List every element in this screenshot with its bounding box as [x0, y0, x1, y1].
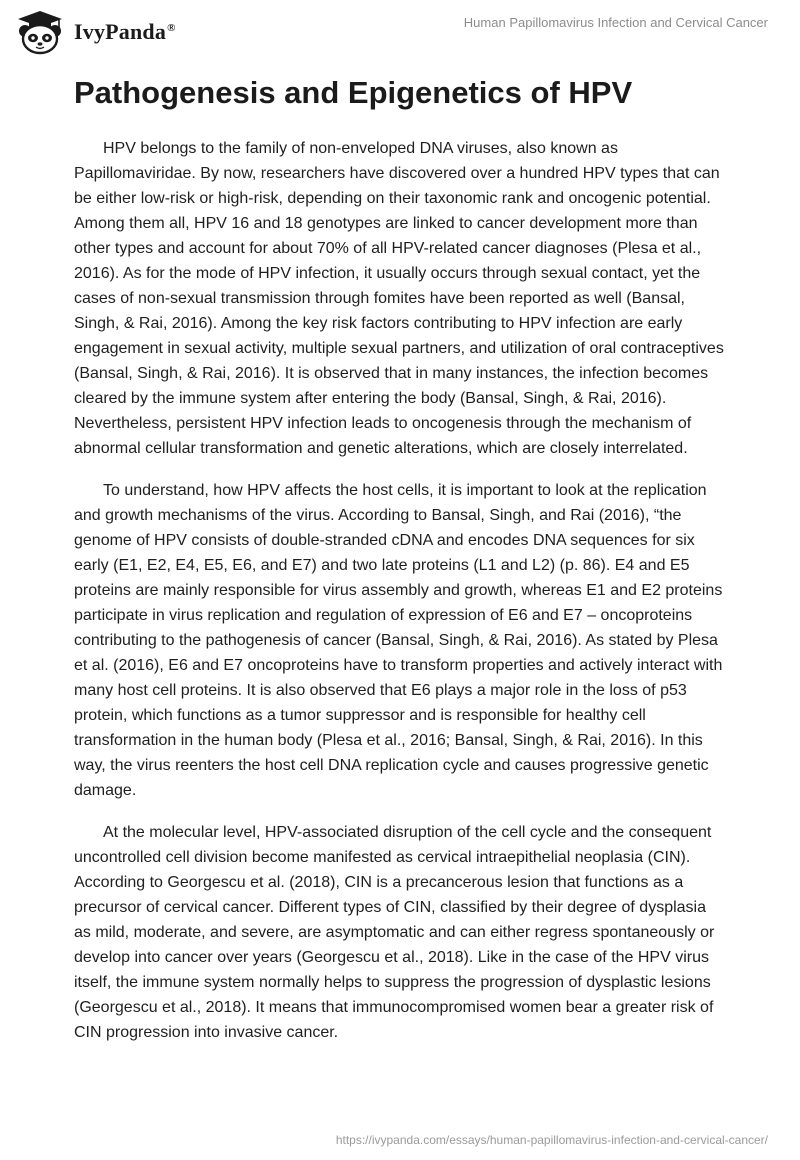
paragraph-1: HPV belongs to the family of non-enveloped DNA viruses, also known as Papillomaviridae. By now, researchers have discovered over a hundred HPV types that can be either low-risk or high-risk, depending on their taxonomic rank and oncogenic potential. Among them all, HPV 16 and 18 genotypes are linked to cancer development more than other types and account for about 70% of all HPV-related cancer diagnoses (Plesa et al., 2016). As for the mode of HPV infection, it usually occurs through sexual contact, yet the cases of non-sexual transmission through fomites have been reported as well (Bansal, Singh, & Rai, 2016). Among the key risk factors contributing to HPV infection are early engagement in sexual activity, multiple sexual partners, and utilization of oral contraceptives (Bansal, Singh, & Rai, 2016). It is observed that in many instances, the infection becomes cleared by the immune system after entering the body (Bansal, Singh, & Rai, 2016). Nevertheless, persistent HPV infection leads to oncogenesis through the mechanism of abnormal cellular transformation and genetic alterations, which are closely interrelated. — [74, 140, 724, 457]
paragraph-2: To understand, how HPV affects the host cells, it is important to look at the replication and growth mechanisms of the virus. According to Bansal, Singh, and Rai (2016), “the genome of HPV consists of double-stranded cDNA and encodes DNA sequences for six early (E1, E2, E4, E5, E6, and E7) and two late proteins (L1 and L2) (p. 86). E4 and E5 proteins are mainly responsible for virus assembly and growth, whereas E1 and E2 proteins participate in virus replication and regulation of expression of E6 and E7 – oncoproteins contributing to the pathogenesis of cancer (Bansal, Singh, & Rai, 2016). As stated by Plesa et al. (2016), E6 and E7 oncoproteins have to transform properties and actively interact with many host cell proteins. It is also observed that E6 plays a major role in the loss of p53 protein, which functions as a tumor suppressor and is responsible for healthy cell transformation in the human body (Plesa et al., 2016; Bansal, Singh, & Rai, 2016). In this way, the virus reenters the host cell DNA replication cycle and causes progressive genetic damage. — [74, 482, 723, 799]
section-heading: Pathogenesis and Epigenetics of HPV — [74, 75, 633, 110]
registered-mark: ® — [167, 21, 176, 34]
article-body — [74, 74, 726, 1062]
panda-graduate-icon — [14, 9, 66, 55]
brand-name: IvyPanda® — [74, 19, 176, 44]
document-title: Human Papillomavirus Infection and Cervical Cancer — [463, 15, 768, 30]
paragraph-3: At the molecular level, HPV-associated disruption of the cell cycle and the consequent uncontrolled cell division become manifested as cervical intraepithelial neoplasia (CIN). According to Georgescu et al. (2018), CIN is a precancerous lesion that functions as a precursor of cervical cancer. Different types of CIN, classified by their degree of dysplasia as mild, moderate, and severe, are asymptomatic and can either regress spontaneously or develop into cancer over years (Georgescu et al., 2018). Like in the case of the HPV virus itself, the immune system normally helps to suppress the progression of dysplastic lesions (Georgescu et al., 2018). It means that immunocompromised women bear a greater risk of CIN progression into invasive cancer. — [74, 824, 715, 1041]
brand-logo[interactable] — [14, 8, 176, 56]
source-url[interactable]: https://ivypanda.com/essays/human-papillomavirus-infection-and-cervical-cancer/ — [335, 1133, 768, 1147]
page-header — [0, 0, 800, 64]
